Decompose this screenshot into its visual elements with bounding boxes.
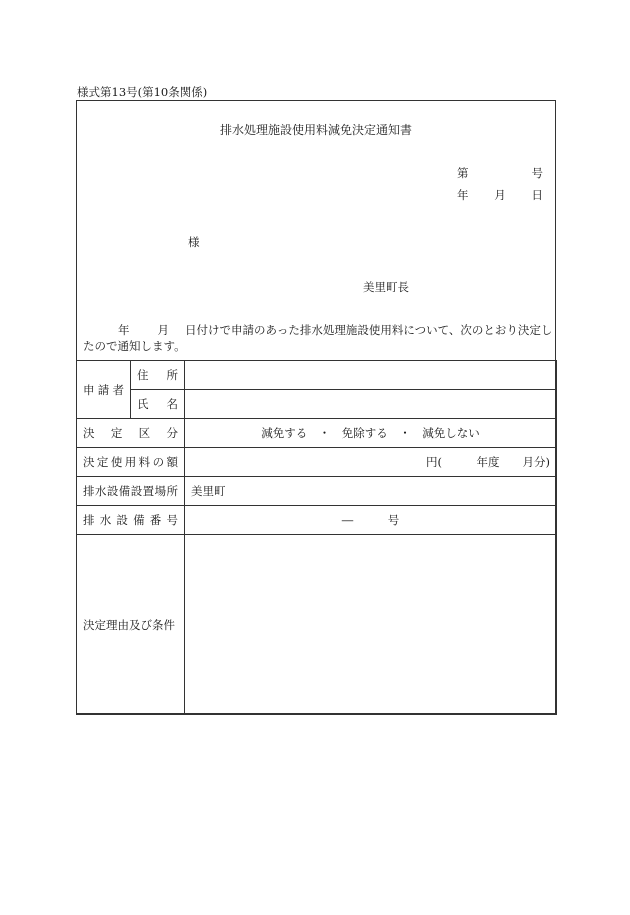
name-field[interactable]	[185, 390, 557, 419]
applicant-label: 申請者	[77, 361, 131, 419]
equipment-label: 排水設備番号	[77, 506, 185, 535]
document-number	[457, 165, 543, 181]
date-day: 日	[531, 188, 543, 202]
equipment-value[interactable]: ― 号	[185, 506, 557, 535]
number-prefix: 第	[457, 166, 469, 180]
document-title: 排水処理施設使用料減免決定通知書	[219, 123, 412, 137]
date-month: 月	[494, 188, 506, 202]
fee-label: 決定使用料の額	[77, 448, 185, 477]
addressee: 様	[188, 235, 200, 249]
reason-label: 決定理由及び条件	[77, 535, 185, 715]
notice-frame	[76, 100, 556, 714]
decision-options[interactable]: 減免する ・ 免除する ・ 減免しない	[185, 419, 557, 448]
notice-header-area	[77, 101, 555, 361]
issuer-name: 美里町長	[363, 280, 409, 294]
address-field[interactable]	[185, 361, 557, 390]
decision-label: 決定区分	[77, 419, 185, 448]
decision-table	[76, 360, 557, 715]
date-year: 年	[457, 188, 469, 202]
number-suffix: 号	[531, 166, 543, 180]
name-label: 氏名	[131, 390, 185, 419]
body-year: 年	[118, 323, 130, 337]
fee-value[interactable]: 円( 年度 月分)	[185, 448, 557, 477]
body-text: 日付けで申請のあった排水処理施設使用料について、次のとおり決定したので通知します。	[83, 323, 553, 353]
issue-date	[457, 187, 543, 203]
body-month: 月	[157, 323, 169, 337]
form-number-label: 様式第13号(第10条関係)	[77, 85, 208, 99]
location-label: 排水設備設置場所	[77, 477, 185, 506]
notice-body	[83, 322, 553, 354]
location-value[interactable]: 美里町	[185, 477, 557, 506]
address-label: 住所	[131, 361, 185, 390]
reason-field[interactable]	[185, 535, 557, 715]
